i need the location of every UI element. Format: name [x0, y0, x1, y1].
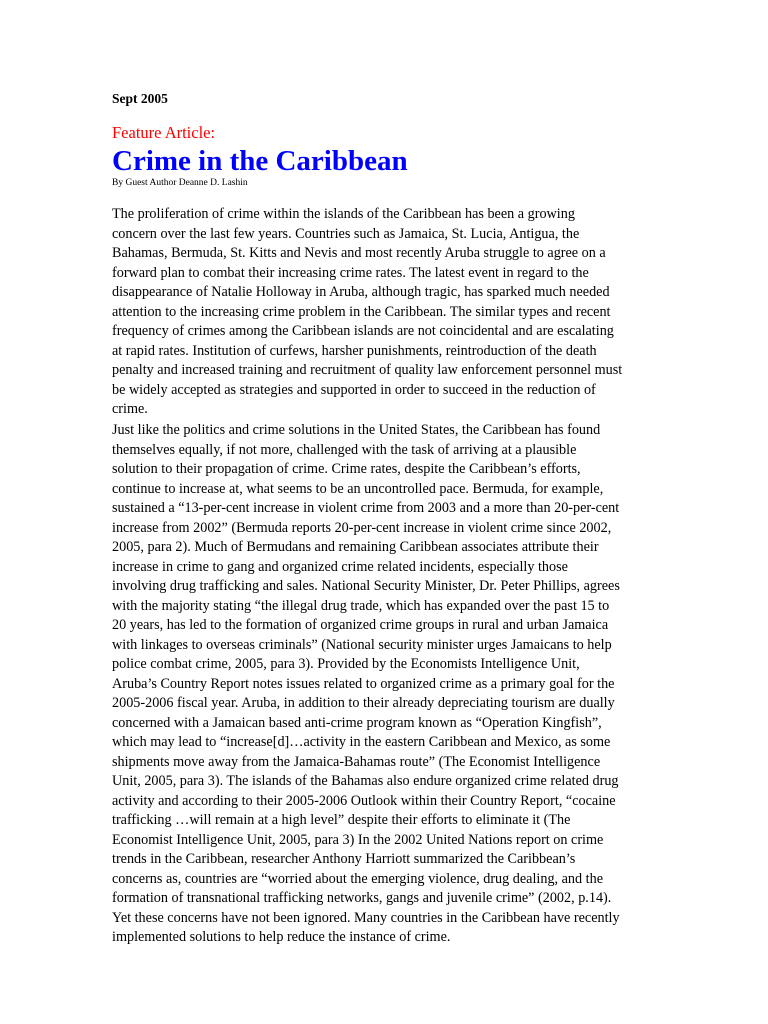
paragraph-line: increase from 2002” (Bermuda reports 20-per-cent increase in violent crime since 2002,: [112, 519, 612, 536]
paragraph-line: Bahamas, Bermuda, St. Kitts and Nevis and most recently Aruba struggle to agree on a: [112, 245, 606, 261]
paragraph-line: Aruba’s Country Report notes issues related to organized crime as a primary goal for the: [112, 675, 615, 692]
paragraph-line: solution to their propagation of crime. Crime rates, despite the Caribbean’s efforts,: [112, 461, 581, 477]
paragraph-line: penalty and increased training and recruitment of quality law enforcement personnel must: [112, 362, 623, 378]
paragraph-line: forward plan to combat their increasing crime rates. The latest event in regard to the: [112, 264, 589, 281]
paragraph-line: crime.: [112, 401, 148, 417]
paragraph-line: increase in crime to gang and organized crime related incidents, especially those: [112, 558, 568, 575]
paragraph-line: The proliferation of crime within the islands of the Caribbean has been a growing: [112, 206, 575, 222]
paragraph-line: at rapid rates. Institution of curfews, harsher punishments, reintroduction of the death: [112, 342, 597, 359]
article-byline: By Guest Author Deanne D. Lashin: [112, 178, 248, 188]
paragraph-line: Just like the politics and crime solutions in the United States, the Caribbean has found: [112, 422, 601, 438]
paragraph-line: sustained a “13-per-cent increase in violent crime from 2003 and a more than 20-per-cent: [112, 500, 620, 516]
article-title: Crime in the Caribbean: [112, 145, 408, 177]
paragraph-line: activity and according to their 2005-2006 Outlook within their Country Report, “cocaine: [112, 792, 616, 809]
paragraph-line: frequency of crimes among the Caribbean islands are not coincidental and are escalating: [112, 323, 614, 339]
paragraph-line: 2005-2006 fiscal year. Aruba, in addition to their already depreciating tourism are dually: [112, 695, 615, 711]
paragraph-line: trends in the Caribbean, researcher Anthony Harriott summarized the Caribbean’s: [112, 851, 576, 867]
paragraph-line: shipments move away from the Jamaica-Bahamas route” (The Economist Intelligence: [112, 753, 601, 770]
paragraph-line: trafficking …will remain at a high level” despite their efforts to eliminate it (The: [112, 812, 571, 828]
paragraph-line: 2005, para 2). Much of Bermudans and remaining Caribbean associates attribute their: [112, 539, 599, 555]
paragraph-line: continue to increase at, what seems to be an uncontrolled pace. Bermuda, for example,: [112, 480, 604, 497]
paragraph-line: themselves equally, if not more, challenged with the task of arriving at a plausible: [112, 441, 577, 458]
paragraph-line: Economist Intelligence Unit, 2005, para 3) In the 2002 United Nations report on crime: [112, 831, 604, 848]
paragraph-line: disappearance of Natalie Holloway in Aruba, although tragic, has sparked much needed: [112, 284, 610, 300]
paragraph-line: implemented solutions to help reduce the instance of crime.: [112, 929, 451, 945]
paragraph-line: Yet these concerns have not been ignored. Many countries in the Caribbean have recently: [112, 909, 620, 926]
paragraph-line: 20 years, has led to the formation of organized crime groups in rural and urban Jamaica: [112, 617, 609, 633]
article-kicker: Feature Article:: [112, 123, 216, 142]
paragraph-line: formation of transnational trafficking networks, gangs and juvenile crime” (2002, p.14).: [112, 890, 612, 906]
paragraph-line: attention to the increasing crime problem in the Caribbean. The similar types and recent: [112, 303, 611, 320]
paragraph-line: be widely accepted as strategies and supported in order to succeed in the reduction of: [112, 381, 596, 398]
issue-date: Sept 2005: [112, 91, 168, 106]
paragraph-line: which may lead to “increase[d]…activity in the eastern Caribbean and Mexico, as some: [112, 734, 611, 750]
paragraph-line: Unit, 2005, para 3). The islands of the Bahamas also endure organized crime related drug: [112, 773, 619, 789]
paragraph-line: with linkages to overseas criminals” (National security minister urges Jamaicans to help: [112, 636, 612, 653]
paragraph-line: with the majority stating “the illegal drug trade, which has expanded over the past 15 to: [112, 597, 610, 614]
paragraph-line: concern over the last few years. Countries such as Jamaica, St. Lucia, Antigua, the: [112, 225, 580, 242]
paragraph-line: involving drug trafficking and sales. National Security Minister, Dr. Peter Phillips, agrees: [112, 578, 620, 594]
paragraph-line: police combat crime, 2005, para 3). Provided by the Economists Intelligence Unit,: [112, 656, 580, 672]
paragraph-line: concerned with a Jamaican based anti-crime program known as “Operation Kingfish”,: [112, 714, 602, 731]
body-paragraph-1: [112, 205, 652, 420]
paragraph-line: concerns as, countries are “worried about the emerging violence, drug dealing, and the: [112, 870, 603, 887]
body-paragraph-2: [112, 421, 652, 948]
